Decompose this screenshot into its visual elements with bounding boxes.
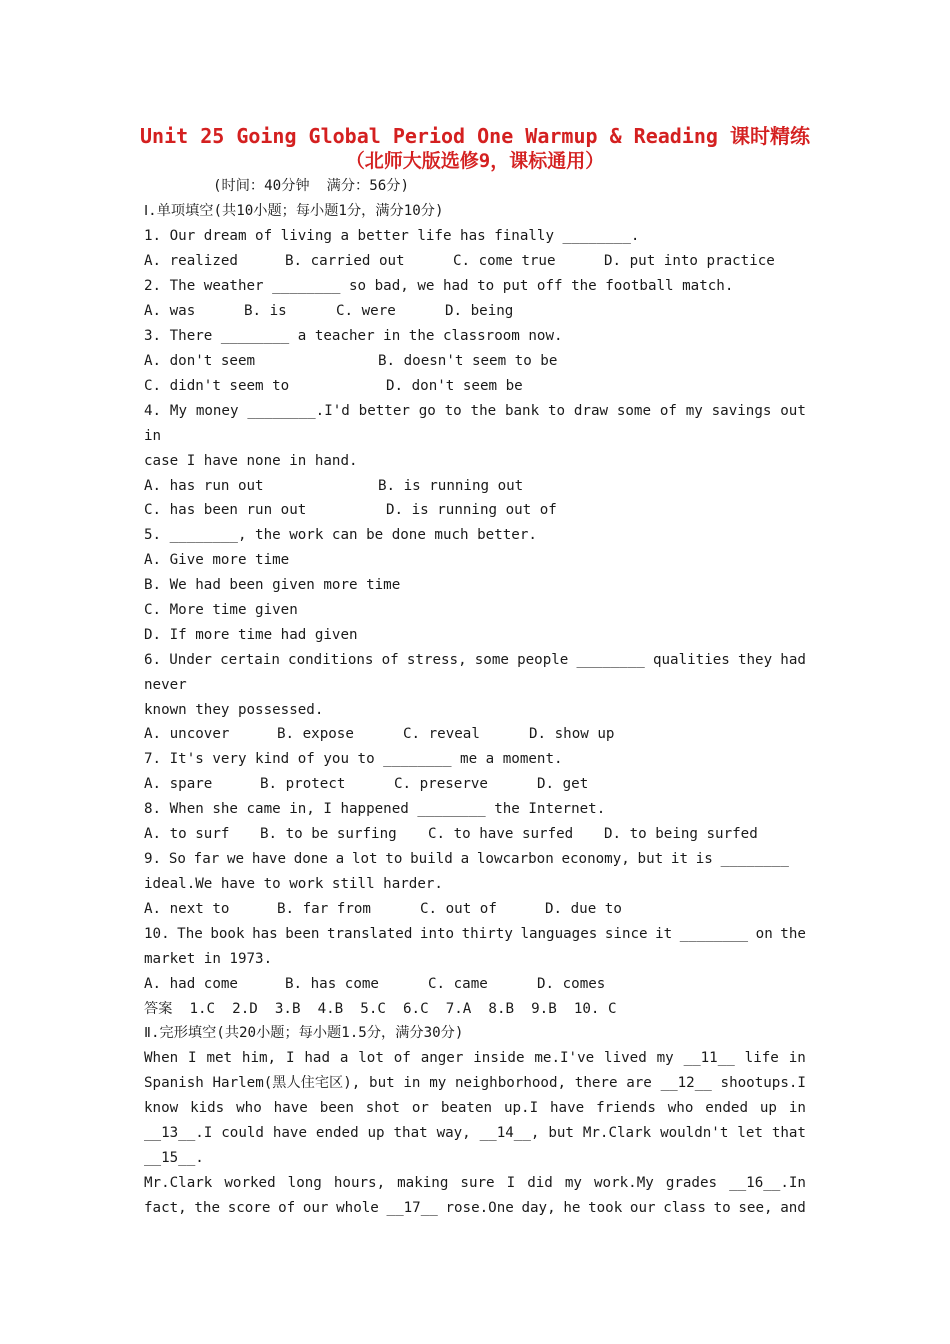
q6-stem-line2: never [144,677,187,693]
q8-option-a: A. to surf [144,826,230,842]
q9-stem-line1: 9. So far we have done a lot to build a lowcarbon economy, but it is ________ [144,851,789,867]
q6-stem-line1: 6. Under certain conditions of stress, some people ________ qualities they had [144,652,806,668]
q4-stem-line2: in [144,428,162,444]
document-subtitle: （北师大版选修9，课标通用） [345,150,605,172]
section2-heading: Ⅱ.完形填空(共20小题；每小题1.5分，满分30分) [144,1025,464,1041]
section1-heading: Ⅰ.单项填空(共10小题；每小题1分，满分10分) [144,203,444,219]
q1-option-d: D. put into practice [604,253,775,269]
q2-option-d: D. being [445,303,514,319]
q1-option-b: B. carried out [285,253,405,269]
q8-option-c: C. to have surfed [428,826,574,842]
q4-option-d: D. is running out of [386,502,557,518]
cloze-line-6: Mr.Clark worked long hours, making sure I did my work.My grades __16__.In [144,1175,806,1191]
q3-option-a: A. don't seem [144,353,256,369]
q4-stem-line3: case I have none in hand. [144,453,358,469]
q9-option-d: D. due to [545,901,622,917]
q7-option-d: D. get [537,776,589,792]
q7-option-b: B. protect [260,776,346,792]
q10-stem-line2: market in 1973. [144,951,273,967]
q10-stem-line1: 10. The book has been translated into thirty languages since it ________ on the [144,926,806,942]
q9-option-a: A. next to [144,901,230,917]
q8-option-d: D. to being surfed [604,826,758,842]
q4-option-a: A. has run out [144,478,264,494]
q9-option-c: C. out of [420,901,497,917]
q2-option-a: A. was [144,303,196,319]
cloze-line-1: When I met him, I had a lot of anger inside me.I've lived my __11__ life in [144,1050,806,1066]
q10-option-c: C. came [428,976,488,992]
q6-option-a: A. uncover [144,726,230,742]
q4-option-c: C. has been run out [144,502,307,518]
q5-stem: 5. ________, the work can be done much better. [144,527,537,543]
q7-option-c: C. preserve [394,776,488,792]
q3-option-b: B. doesn't seem to be [378,353,558,369]
q2-option-c: C. were [336,303,396,319]
q4-stem-line1: 4. My money ________.I'd better go to the bank to draw some of my savings out [144,403,806,419]
q5-option-d: D. If more time had given [144,627,358,643]
q8-option-b: B. to be surfing [260,826,397,842]
cloze-line-2: Spanish Harlem(黑人住宅区), but in my neighborhood, there are __12__ shootups.I [144,1075,806,1091]
q10-option-a: A. had come [144,976,238,992]
q1-stem: 1. Our dream of living a better life has finally ________. [144,228,640,244]
q9-option-b: B. far from [277,901,371,917]
q2-option-b: B. is [244,303,287,319]
q6-stem-line3: known they possessed. [144,702,324,718]
document-title: Unit 25 Going Global Period One Warmup & Reading 课时精练 [139,124,810,148]
q6-option-d: D. show up [529,726,615,742]
q8-stem: 8. When she came in, I happened ________ the Internet. [144,801,606,817]
cloze-line-3: know kids who have been shot or beaten up.I have friends who ended up in [144,1100,806,1116]
q5-option-b: B. We had been given more time [144,577,401,593]
q10-option-b: B. has come [285,976,379,992]
q9-stem-line2: ideal.We have to work still harder. [144,876,443,892]
q7-stem: 7. It's very kind of you to ________ me a moment. [144,751,563,767]
q3-option-d: D. don't seem be [386,378,523,394]
cloze-line-4: __13__.I could have ended up that way, __14__, but Mr.Clark wouldn't let that [144,1125,806,1141]
q4-option-b: B. is running out [378,478,524,494]
q3-option-c: C. didn't seem to [144,378,290,394]
time-info: (时间：40分钟 满分：56分) [213,178,410,194]
q3-stem: 3. There ________ a teacher in the classroom now. [144,328,563,344]
cloze-line-7: fact, the score of our whole __17__ rose.One day, he took our class to see, and [144,1200,806,1216]
q1-option-c: C. come true [453,253,556,269]
q6-option-c: C. reveal [403,726,480,742]
q7-option-a: A. spare [144,776,213,792]
answer-key: 答案 1.C 2.D 3.B 4.B 5.C 6.C 7.A 8.B 9.B 10. C [144,1001,617,1017]
q1-option-a: A. realized [144,253,238,269]
q5-option-c: C. More time given [144,602,298,618]
q5-option-a: A. Give more time [144,552,290,568]
q10-option-d: D. comes [537,976,606,992]
q2-stem: 2. The weather ________ so bad, we had to put off the football match. [144,278,734,294]
q6-option-b: B. expose [277,726,354,742]
cloze-line-5: __15__. [144,1150,204,1166]
